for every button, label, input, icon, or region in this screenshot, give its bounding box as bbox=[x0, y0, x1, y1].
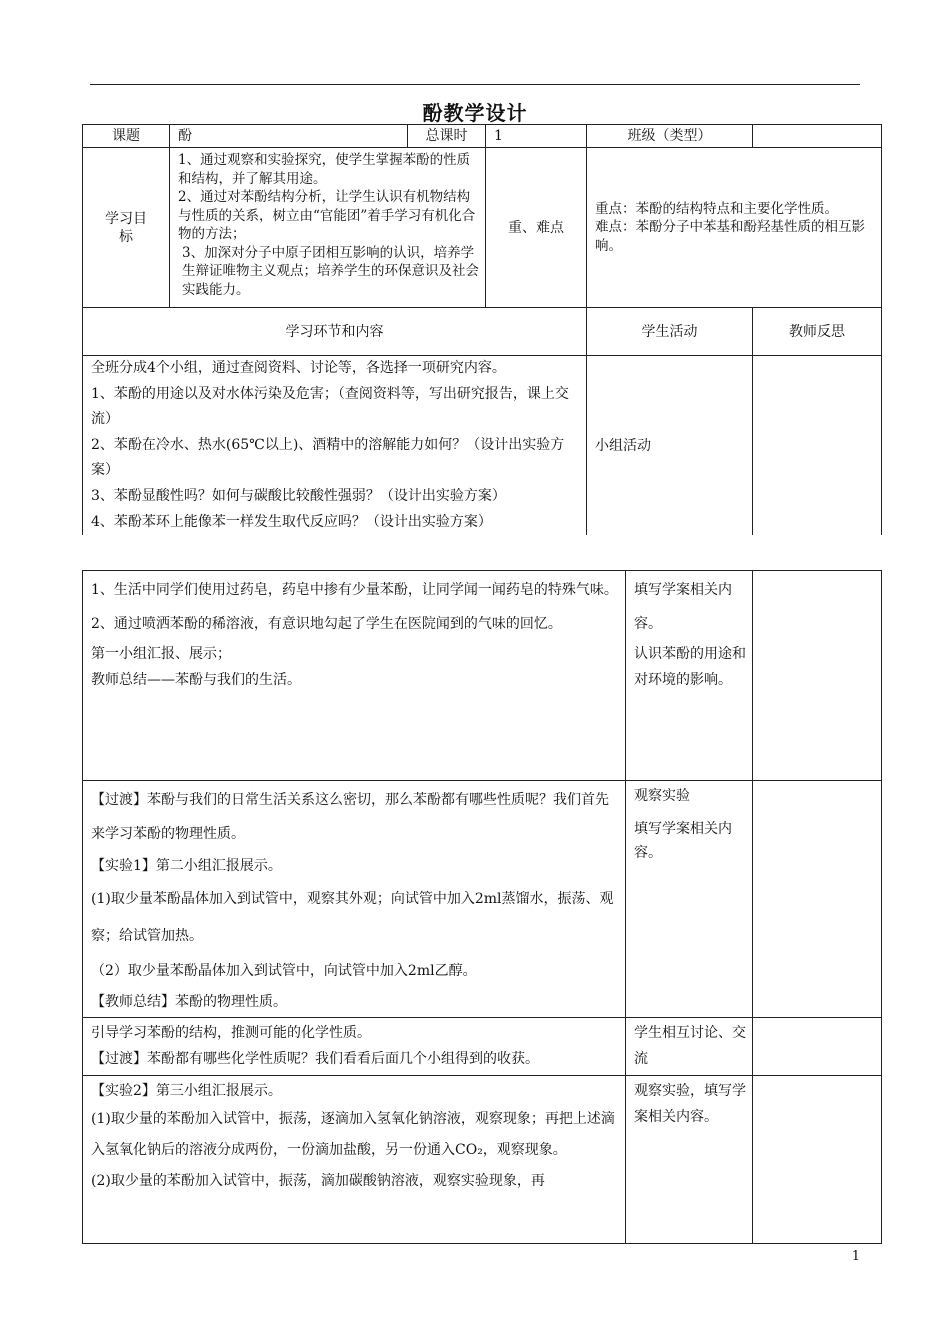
topic-value: 酚 bbox=[170, 125, 408, 148]
step-line: 教师总结——苯酚与我们的生活。 bbox=[91, 672, 301, 688]
step-line: 【过渡】苯酚都有哪些化学性质呢？我们看看后面几个小组得到的收获。 bbox=[91, 1051, 539, 1067]
column-header-reflection: 教师反思 bbox=[753, 308, 882, 356]
step-activity bbox=[626, 781, 753, 1018]
column-header-student: 学生活动 bbox=[587, 308, 753, 356]
step-content bbox=[83, 781, 626, 1018]
step-activity bbox=[626, 571, 753, 781]
step-line: 【教师总结】苯酚的物理性质。 bbox=[91, 994, 287, 1010]
class-value bbox=[753, 125, 882, 148]
intro-line: 4、苯酚苯环上能像苯一样发生取代反应吗？（设计出实验方案） bbox=[91, 513, 492, 530]
step-line: 2、通过喷洒苯酚的稀溶液，有意识地勾起了学生在医院闻到的气味的回忆。 bbox=[91, 616, 562, 632]
keypoints-label: 重、难点 bbox=[486, 148, 587, 308]
section-intro bbox=[83, 356, 587, 536]
step-activity bbox=[626, 1076, 753, 1244]
difficulty-point: 难点：苯酚分子中苯基和酚羟基性质的相互影响。 bbox=[595, 219, 865, 254]
column-header-content: 学习环节和内容 bbox=[83, 308, 587, 356]
step-content bbox=[83, 571, 626, 781]
intro-line: 1、苯酚的用途以及对水体污染及危害；（查阅资料等，写出研究报告，课上交流） bbox=[91, 385, 569, 428]
step-content bbox=[83, 1018, 626, 1076]
step-reflection bbox=[753, 571, 882, 781]
goal-item: 1、通过观察和实验探究，使学生掌握苯酚的性质和结构，并了解其用途。 bbox=[178, 152, 471, 187]
goal-item: 2、通过对苯酚结构分析，让学生认识有机物结构与性质的关系，树立由“官能团”着手学习有机化合物的方法； bbox=[178, 189, 476, 242]
step-line: 【实验2】第三小组汇报展示。 bbox=[91, 1083, 282, 1099]
step-line: (2)取少量的苯酚加入试管中，振荡，滴加碳酸钠溶液，观察实验现象，再 bbox=[91, 1173, 545, 1189]
step-content bbox=[83, 1076, 626, 1244]
activity-line: 观察实验，填写学案相关内容。 bbox=[634, 1083, 746, 1125]
intro-reflection bbox=[753, 356, 882, 536]
lesson-plan-table-top bbox=[82, 124, 882, 535]
activity-line: 填写学案相关内容。 bbox=[634, 582, 732, 632]
document-title: 酚教学设计 bbox=[422, 101, 528, 125]
step-line: （2）取少量苯酚晶体加入到试管中，向试管中加入2ml乙醇。 bbox=[91, 963, 477, 979]
intro-activity: 小组活动 bbox=[587, 356, 753, 536]
intro-line: 全班分成4个小组，通过查阅资料、讨论等，各选择一项研究内容。 bbox=[91, 360, 506, 376]
key-point: 重点：苯酚的结构特点和主要化学性质。 bbox=[595, 200, 838, 217]
goals-list bbox=[170, 148, 486, 308]
step-line: 第一小组汇报、展示； bbox=[91, 646, 231, 662]
header-rule bbox=[90, 84, 860, 85]
step-line: 1、生活中同学们使用过药皂，药皂中掺有少量苯酚，让同学闻一闻药皂的特殊气味。 bbox=[91, 582, 618, 598]
class-label: 班级（类型） bbox=[587, 125, 753, 148]
hours-label: 总课时 bbox=[408, 125, 486, 148]
hours-value: 1 bbox=[486, 125, 587, 148]
page-number: 1 bbox=[851, 1249, 860, 1264]
step-reflection bbox=[753, 1076, 882, 1244]
step-line: (1)取少量苯酚晶体加入到试管中，观察其外观；向试管中加入2ml蒸馏水，振荡、观察；给试管加热。 bbox=[91, 891, 614, 944]
step-reflection bbox=[753, 781, 882, 1018]
intro-line: 3、苯酚显酸性吗？如何与碳酸比较酸性强弱？（设计出实验方案） bbox=[91, 487, 506, 504]
activity-line: 观察实验 bbox=[634, 788, 690, 804]
goals-label: 学习目标 bbox=[83, 148, 170, 308]
lesson-plan-table-bottom bbox=[82, 570, 882, 1244]
step-line: 【过渡】苯酚与我们的日常生活关系这么密切，那么苯酚都有哪些性质呢？我们首先来学习苯酚的物理性质。 bbox=[91, 792, 609, 842]
activity-line: 学生相互讨论、交流 bbox=[634, 1025, 746, 1067]
topic-label: 课题 bbox=[83, 125, 170, 148]
goal-item: 3、加深对分子中原子团相互影响的认识，培养学生辩证唯物主义观点；培养学生的环保意识及社会实践能力。 bbox=[182, 244, 479, 298]
step-line: 【实验1】第二小组汇报展示。 bbox=[91, 858, 282, 874]
step-activity bbox=[626, 1018, 753, 1076]
activity-line: 认识苯酚的用途和对环境的影响。 bbox=[634, 646, 746, 688]
intro-line: 2、苯酚在冷水、热水(65℃以上)、酒精中的溶解能力如何？（设计出实验方案） bbox=[91, 436, 565, 479]
step-reflection bbox=[753, 1018, 882, 1076]
keypoints-content bbox=[587, 148, 882, 308]
step-line: 引导学习苯酚的结构，推测可能的化学性质。 bbox=[91, 1025, 371, 1041]
activity-line: 填写学案相关内容。 bbox=[634, 821, 732, 861]
step-line: (1)取少量的苯酚加入试管中，振荡，逐滴加入氢氧化钠溶液，观察现象；再把上述滴入氢氧化钠后的溶液分成两份，一份滴加盐酸，另一份通入CO₂，观察现象。 bbox=[91, 1111, 615, 1158]
